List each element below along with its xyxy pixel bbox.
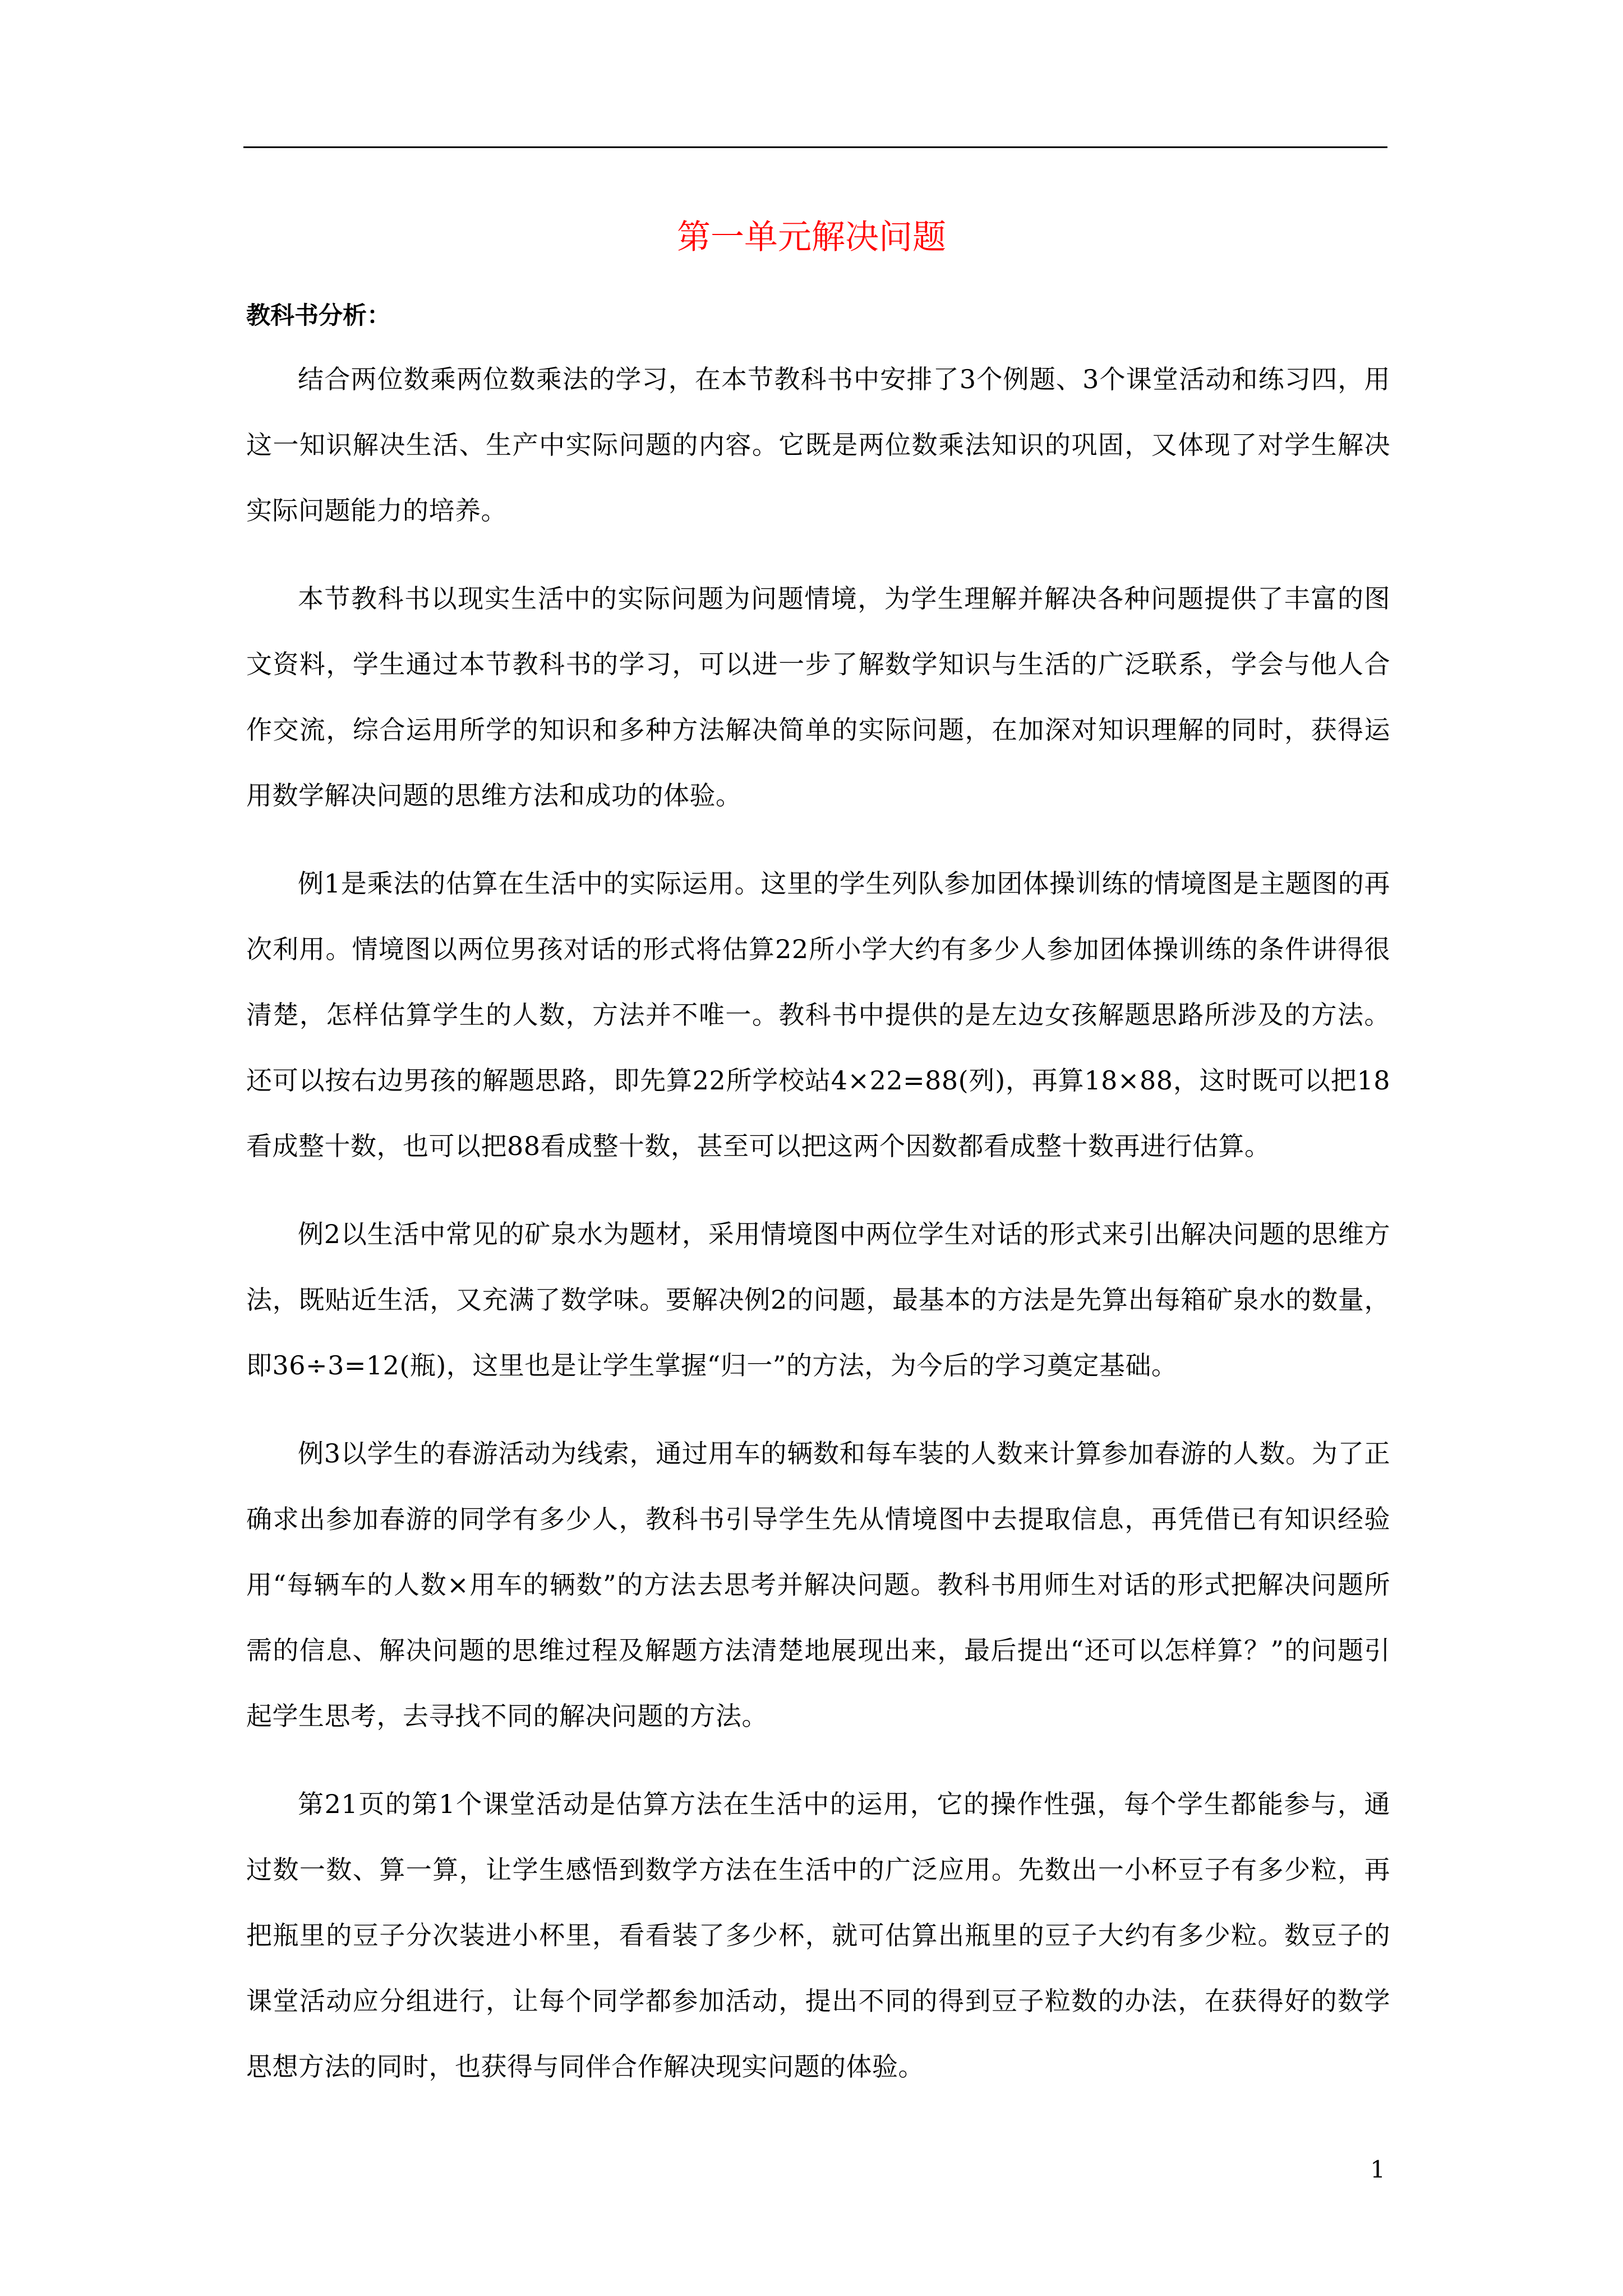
paragraph: 例2以生活中常见的矿泉水为题材，采用情境图中两位学生对话的形式来引出解决问题的思维方法，既贴近生活，又充满了数学味。要解决例2的问题，最基本的方法是先算出每箱矿泉水的数量，即36÷3=12(瓶)，这里也是让学生掌握“归一”的方法，为今后的学习奠定基础。 [246,1219,1390,1381]
document-title: 第一单元解决问题 [677,218,946,257]
paragraph: 本节教科书以现实生活中的实际问题为问题情境，为学生理解并解决各种问题提供了丰富的图文资料，学生通过本节教科书的学习，可以进一步了解数学知识与生活的广泛联系，学会与他人合作交流，综合运用所学的知识和多种方法解决简单的实际问题，在加深对知识理解的同时，获得运用数学解决问题的思维方法和成功的体验。 [246,583,1390,811]
body-text [246,347,1390,2122]
page-number: 1 [1370,2156,1385,2183]
paragraph: 结合两位数乘两位数乘法的学习，在本节教科书中安排了3个例题、3个课堂活动和练习四，用这一知识解决生活、生产中实际问题的内容。它既是两位数乘法知识的巩固，又体现了对学生解决实际问题能力的培养。 [246,364,1390,526]
paragraph: 例3以学生的春游活动为线索，通过用车的辆数和每车装的人数来计算参加春游的人数。为了正确求出参加春游的同学有多少人，教科书引导学生先从情境图中去提取信息，再凭借已有知识经验用“每辆车的人数×用车的辆数”的方法去思考并解决问题。教科书用师生对话的形式把解决问题所需的信息、解决问题的思维过程及解题方法清楚地展现出来，最后提出“还可以怎样算？”的问题引起学生思考，去寻找不同的解决问题的方法。 [246,1438,1390,1731]
section-heading: 教科书分析： [246,302,391,330]
header-rule [243,146,1387,148]
paragraph: 例1是乘法的估算在生活中的实际运用。这里的学生列队参加团体操训练的情境图是主题图的再次利用。情境图以两位男孩对话的形式将估算22所小学大约有多少人参加团体操训练的条件讲得很清楚，怎样估算学生的人数，方法并不唯一。教科书中提供的是左边女孩解题思路所涉及的方法。还可以按右边男孩的解题思路，即先算22所学校站4×22=88(列)，再算18×88，这时既可以把18看成整十数，也可以把88看成整十数，甚至可以把这两个因数都看成整十数再进行估算。 [246,868,1390,1161]
paragraph: 第21页的第1个课堂活动是估算方法在生活中的运用，它的操作性强，每个学生都能参与，通过数一数、算一算，让学生感悟到数学方法在生活中的广泛应用。先数出一小杯豆子有多少粒，再把瓶里的豆子分次装进小杯里，看看装了多少杯，就可估算出瓶里的豆子大约有多少粒。数豆子的课堂活动应分组进行，让每个同学都参加活动，提出不同的得到豆子粒数的办法，在获得好的数学思想方法的同时，也获得与同伴合作解决现实问题的体验。 [246,1789,1390,2082]
